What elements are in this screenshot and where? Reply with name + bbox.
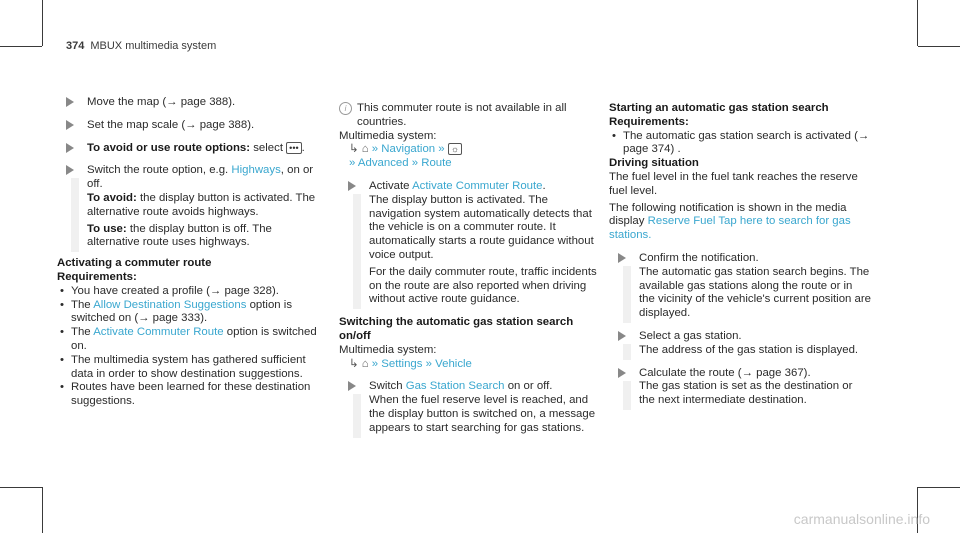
multimedia-system-label: Multimedia system:: [339, 343, 437, 356]
home-icon: ⌂: [361, 357, 369, 370]
menu-path: ↳ ⌂ » Settings » Vehicle: [349, 357, 472, 370]
settings-icon: ☼: [448, 143, 462, 155]
step-arrow-icon: [66, 143, 74, 153]
step-arrow-icon: [66, 120, 74, 130]
column-right: [609, 102, 871, 417]
info-note: i This commuter route is not available in all countries.: [339, 102, 601, 130]
highways-option: Highways: [231, 164, 281, 177]
list-item: • The automatic gas station search is activated (→ page 374) .: [609, 130, 871, 158]
step-bar: [623, 266, 631, 323]
column-middle: [339, 102, 601, 445]
step-arrow-icon: [66, 165, 74, 175]
step-arrow-icon: [348, 181, 356, 191]
step-bar: [353, 394, 361, 437]
list-item: • You have created a profile (→ page 328).: [57, 285, 319, 299]
section-heading: Switching the automatic gas station search on/off: [339, 316, 574, 342]
situation-heading: Driving situation: [609, 157, 699, 170]
list-item: • Routes have been learned for these destination suggestions.: [57, 381, 319, 409]
step-gas-station-search: Switch Gas Station Search on or off. When the fuel reserve level is reached, and the display button is switched on, a message appears to start searching for gas stations.: [339, 380, 601, 435]
crop-mark: [0, 46, 42, 47]
step-bar: [623, 344, 631, 360]
step-bar: [353, 194, 361, 309]
menu-path: ↳ ⌂ » Navigation » ☼ » Advanced » Route: [339, 143, 601, 171]
crop-mark: [918, 46, 960, 47]
step-map-scale: Set the map scale (→ page 388).: [57, 119, 319, 133]
step-arrow-icon: [618, 253, 626, 263]
step-bar: [623, 381, 631, 410]
step-arrow-icon: [618, 331, 626, 341]
list-item: • The multimedia system has gathered sufficient data in order to show destination suggestions.: [57, 354, 319, 382]
step-select-gas-station: Select a gas station. The address of the gas station is displayed.: [609, 330, 871, 358]
home-icon: ⌂: [361, 143, 369, 156]
step-move-map: Move the map (→ page 388).: [57, 96, 319, 110]
notification-text: The following notification is shown in the media display Reserve Fuel Tap here to search for gas stations.: [609, 201, 851, 242]
crop-mark: [918, 487, 960, 488]
requirements-list: [609, 130, 871, 158]
crop-mark: [42, 0, 43, 46]
step-arrow-icon: [618, 368, 626, 378]
page-header: [66, 40, 216, 54]
column-left: [57, 96, 319, 409]
step-arrow-icon: [348, 381, 356, 391]
step-arrow-icon: [66, 97, 74, 107]
step-switch-route-option: Switch the route option, e.g. Highways, on or off. To avoid: the display button is activated. The alternative route avoids highways. To use: the display button is off. The alternative route uses highways.: [57, 164, 319, 250]
section-heading: Activating a commuter route: [57, 257, 212, 270]
requirements-heading: Requirements:: [609, 115, 689, 128]
page-number: 374: [66, 40, 85, 52]
list-item: • The Activate Commuter Route option is switched on.: [57, 326, 319, 354]
situation-text: The fuel level in the fuel tank reaches the reserve fuel level.: [609, 170, 858, 197]
info-icon: i: [339, 102, 352, 115]
step-activate-commuter: Activate Activate Commuter Route. The display button is activated. The navigation system automatically detects that the vehicle is on a commuter route. It automatically starts a route guidance without voice output. For the daily commuter route, traffic incidents on the route are also reported when driving without active route guidance.: [339, 180, 601, 307]
requirements-list: [57, 285, 319, 409]
section-heading: Starting an automatic gas station search: [609, 102, 829, 114]
watermark: carmanualsonline.info: [793, 511, 930, 528]
crop-mark: [0, 487, 42, 488]
list-item: • The Allow Destination Suggestions option is switched on (→ page 333).: [57, 299, 319, 327]
crop-mark: [42, 487, 43, 533]
crop-mark: [917, 0, 918, 46]
step-route-options: To avoid or use route options: select ••• .: [57, 142, 319, 156]
page-title: MBUX multimedia system: [90, 40, 217, 52]
requirements-heading: Requirements:: [57, 270, 137, 283]
step-bar: [71, 178, 79, 252]
step-calculate-route: Calculate the route (→ page 367). The gas station is set as the destination or the next intermediate destination.: [609, 367, 871, 408]
step-confirm-notification: Confirm the notification. The automatic gas station search begins. The available gas stations along the route or in the vicinity of the vehicle's current position are displayed.: [609, 252, 871, 321]
multimedia-system-label: Multimedia system:: [339, 129, 437, 142]
more-options-icon: •••: [286, 142, 301, 154]
